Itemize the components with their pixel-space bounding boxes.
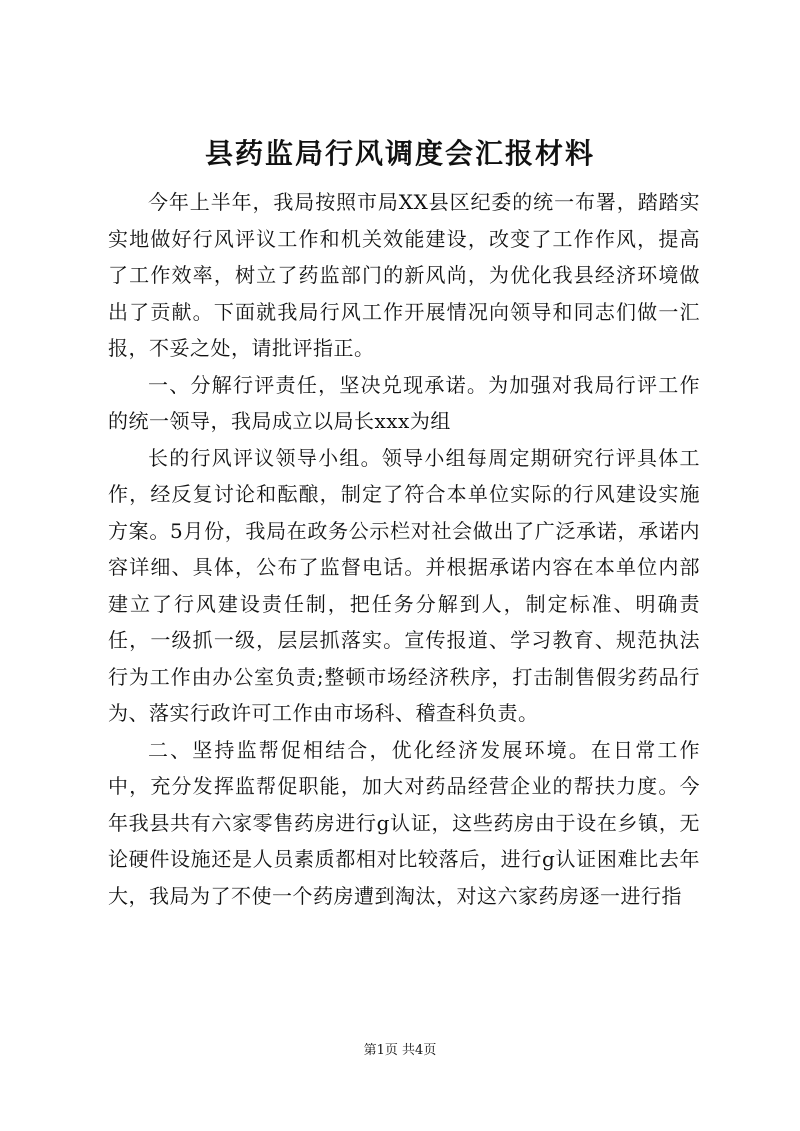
paragraph-section-one: 一、分解行评责任，坚决兑现承诺。为加强对我局行评工作的统一领导，我局成立以局长xxx为组	[108, 372, 700, 433]
paragraph-section-one-continued: 长的行风评议领导小组。领导小组每周定期研究行评具体工作，经反复讨论和酝酿，制定了符合本单位实际的行风建设实施方案。5月份，我局在政务公示栏对社会做出了广泛承诺，承诺内容详细、具体，公布了监督电话。并根据承诺内容在本单位内部建立了行风建设责任制，把任务分解到人，制定标准、明确责任，一级抓一级，层层抓落实。宣传报道、学习教育、规范执法行为工作由办公室负责;整顿市场经济秩序，打击制售假劣药品行为、落实行政许可工作由市场科、稽查科负责。	[108, 445, 700, 725]
document-title: 县药监局行风调度会汇报材料	[204, 137, 595, 170]
page-footer: 第1页 共4页	[363, 1043, 437, 1058]
document-body	[108, 184, 700, 914]
paragraph-section-two: 二、坚持监帮促相结合，优化经济发展环境。在日常工作中，充分发挥监帮促职能，加大对药品经营企业的帮扶力度。今年我县共有六家零售药房进行g认证，这些药房由于设在乡镇，无论硬件设施还是人员素质都相对比较落后，进行g认证困难比去年大，我局为了不使一个药房遭到淘汰，对这六家药房逐一进行指	[108, 737, 700, 908]
paragraph-intro: 今年上半年，我局按照市局XX县区纪委的统一布署，踏踏实实地做好行风评议工作和机关效能建设，改变了工作作风，提高了工作效率，树立了药监部门的新风尚，为优化我县经济环境做出了贡献。下面就我局行风工作开展情况向领导和同志们做一汇报，不妥之处，请批评指正。	[108, 190, 700, 360]
